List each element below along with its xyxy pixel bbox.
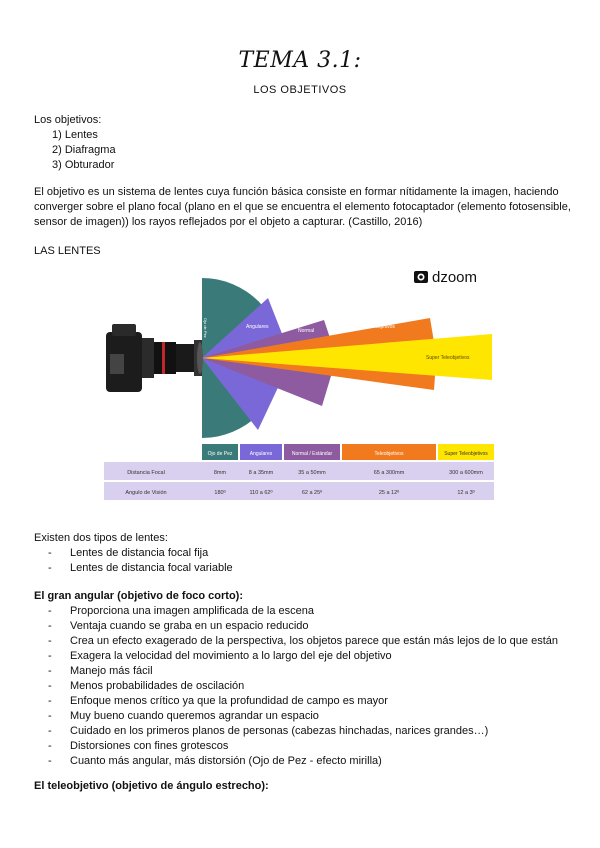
list-item: 1) Lentes [52, 129, 98, 141]
supertele-fan-label: Super Teleobjetivos [426, 355, 470, 361]
dzoom-logo [414, 269, 477, 286]
list-item: - Lentes de distancia focal variable [34, 561, 233, 576]
list-item: - Enfoque menos crítico ya que la profundidad de campo es mayor [34, 694, 579, 709]
table-cell: 8 a 35mm [248, 470, 274, 476]
wide-angle-heading: El gran angular (objetivo de foco corto): [34, 590, 244, 602]
list-item: - Cuidado en los primeros planos de personas (cabezas hinchadas, narices grandes…) [34, 724, 579, 739]
list-item: - Proporciona una imagen amplificada de la escena [34, 604, 579, 619]
list-item: 2) Diafragma [52, 144, 116, 156]
list-item: - Menos probabilidades de oscilación [34, 679, 579, 694]
tele-fan-label: Teleobjetivos [366, 324, 395, 330]
list-item: - Exagera la velocidad del movimiento a lo largo del eje del objetivo [34, 649, 579, 664]
telephoto-heading: El teleobjetivo (objetivo de ángulo estrecho): [34, 780, 269, 792]
list-item: 3) Obturador [52, 159, 115, 171]
diagram-table-row-angle [104, 482, 494, 500]
wide-fan-label: Angulares [246, 324, 269, 330]
definition-paragraph: El objetivo es un sistema de lentes cuya función básica consiste en formar nítidamente la imagen, haciendo converger sobre el plano focal (plano en el que se encuentra el elemento fotocaptador (elemento fotosensible, sensor de imagen)) los rayos reflejados por el objeto a capturar. (Castillo, 2016) [34, 186, 571, 228]
wide-angle-list [34, 604, 579, 769]
objectives-section [34, 113, 116, 173]
list-item: - Crea un efecto exagerado de la perspectiva, los objetos parece que están más lejos de lo que están [34, 634, 579, 649]
header-label: Angulares [249, 451, 273, 457]
fisheye-fan-label: Ojo de Pez [203, 318, 208, 338]
brand-name: dzoom [432, 269, 478, 286]
table-cell: 65 a 300mm [373, 470, 405, 476]
table-cell: 300 a 600mm [449, 470, 483, 476]
list-item: - Ventaja cuando se graba en un espacio reducido [34, 619, 579, 634]
table-cell: 12 a 3º [457, 490, 475, 496]
diagram-table-row-focal [104, 462, 494, 480]
list-item: - Manejo más fácil [34, 664, 579, 679]
lens-types-heading: Existen dos tipos de lentes: [34, 532, 168, 544]
lens-types-list [34, 546, 233, 576]
normal-fan-label: Normal [298, 328, 315, 334]
table-cell: 8mm [213, 470, 227, 476]
page-subtitle: LOS OBJETIVOS [253, 84, 347, 96]
row-label: Angulo de Visión [125, 490, 167, 496]
page-title: TEMA 3.1: [238, 48, 362, 73]
diagram-table-header [202, 444, 494, 460]
table-cell: 35 a 50mm [298, 470, 326, 476]
header-label: Normal / Estándar [291, 451, 333, 457]
list-item: - Muy bueno cuando queremos agrandar un espacio [34, 709, 579, 724]
header-label: Ojo de Pez [207, 451, 233, 457]
row-label: Distancia Focal [127, 470, 165, 476]
table-cell: 62 a 25º [301, 490, 323, 496]
lens-types-section [34, 531, 233, 576]
lens-angle-diagram [96, 258, 504, 510]
wide-angle-section [34, 589, 579, 769]
header-label: Teleobjetivos [374, 451, 404, 457]
list-item: - Cuanto más angular, más distorsión (Ojo de Pez - efecto mirilla) [34, 754, 579, 769]
camera-icon [106, 324, 203, 392]
lenses-heading: LAS LENTES [34, 245, 101, 257]
list-item: - Lentes de distancia focal fija [34, 546, 233, 561]
table-cell: 180º [214, 490, 226, 496]
header-label: Super Teleobjetivos [444, 451, 488, 457]
lens-diagram-svg [96, 258, 504, 510]
list-item: - Distorsiones con fines grotescos [34, 739, 579, 754]
table-cell: 25 a 12º [378, 490, 400, 496]
objectives-heading: Los objetivos: [34, 114, 102, 126]
objectives-list [34, 128, 116, 173]
table-cell: 110 a 62º [249, 490, 273, 496]
